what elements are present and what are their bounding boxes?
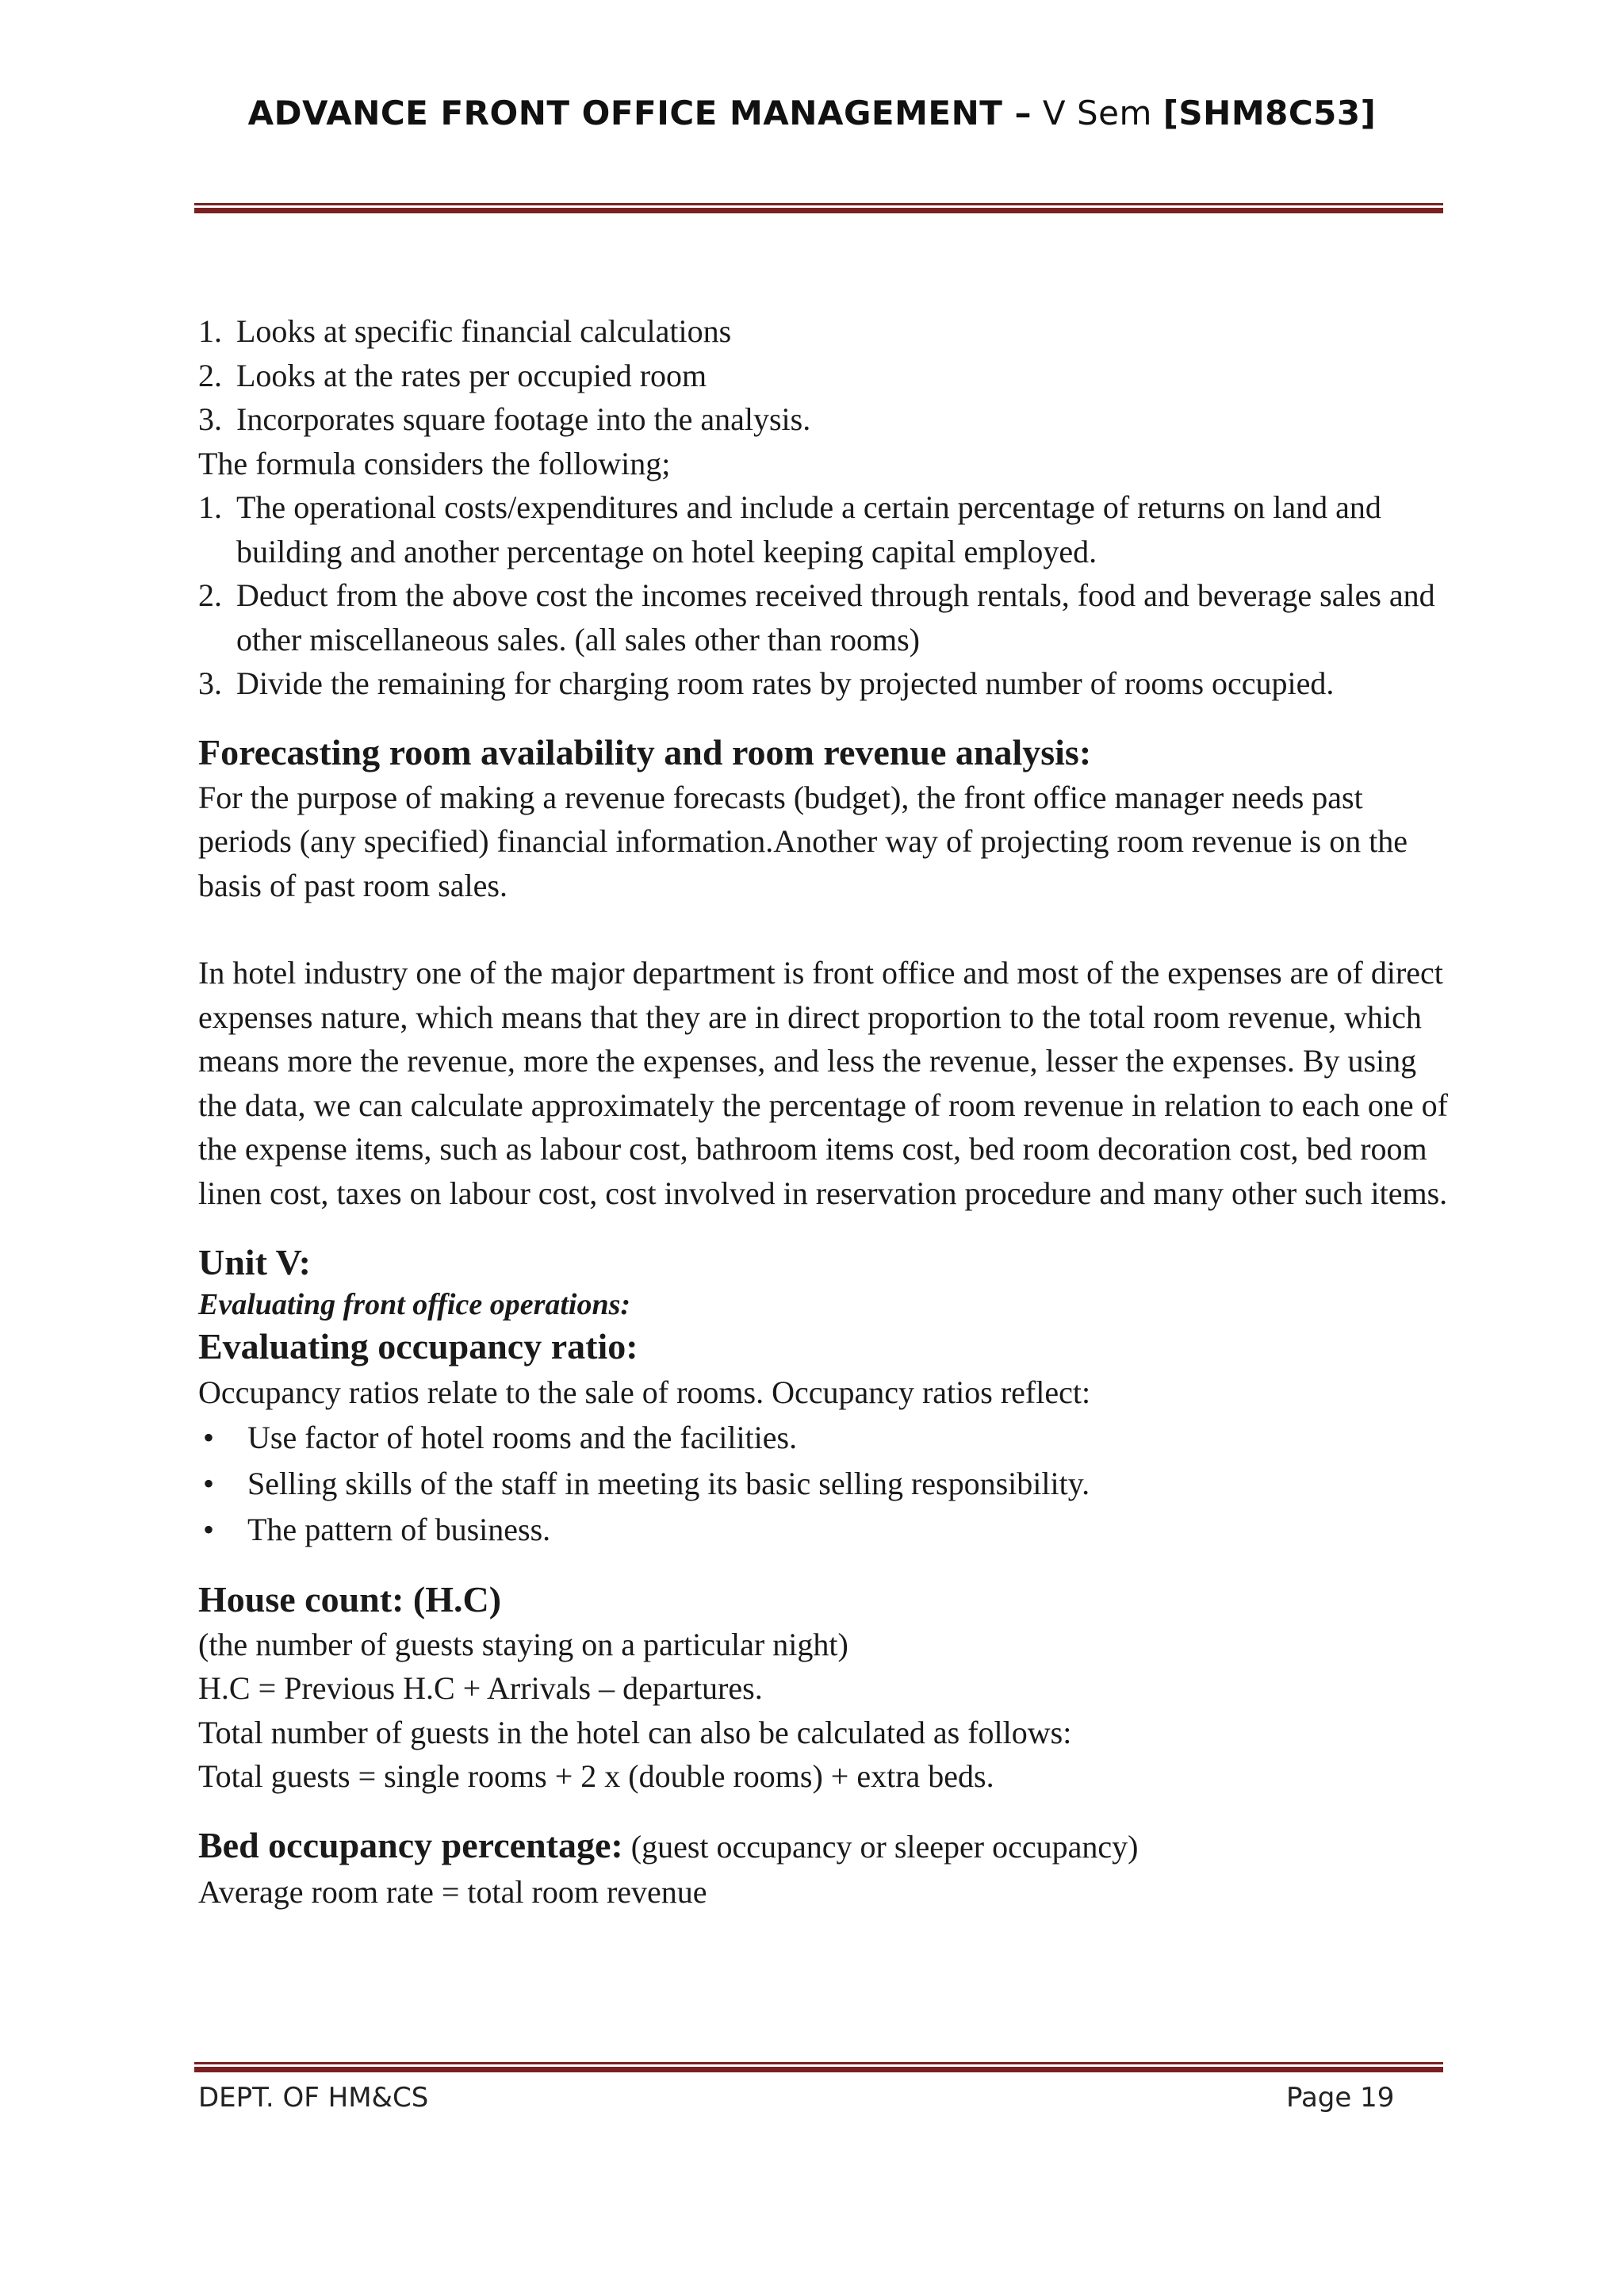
formula-intro: The formula considers the following; [198, 445, 671, 481]
list-item: 2. Deduct from the above cost the incomes received through rentals, food and beverage sales and other miscellaneous sales. (all sales other than rooms) [198, 577, 1435, 657]
unit-heading: Unit V: [198, 1242, 311, 1282]
header-sem: V Sem [1032, 94, 1163, 132]
house-count-line: Total number of guests in the hotel can also be calculated as follows: [198, 1714, 1072, 1750]
list-item: • Use factor of hotel rooms and the facilities. [198, 1415, 1451, 1461]
list-item: 3. Divide the remaining for charging room rates by projected number of rooms occupied. [198, 665, 1335, 701]
house-count-formula: H.C = Previous H.C + Arrivals – departures. [198, 1670, 763, 1706]
list-item: 1. Looks at specific financial calculations [198, 313, 732, 349]
list-item: 2. Looks at the rates per occupied room [198, 357, 707, 393]
page-header [0, 94, 1624, 132]
house-count-heading: House count: (H.C) [198, 1578, 502, 1619]
header-rule [194, 203, 1443, 213]
occupancy-heading: Evaluating occupancy ratio: [198, 1326, 638, 1366]
forecast-heading: Forecasting room availability and room revenue analysis: [198, 731, 1092, 772]
page-content [198, 309, 1451, 1914]
house-count-line: (the number of guests staying on a particular night) [198, 1626, 848, 1662]
total-guests-formula: Total guests = single rooms + 2 x (double rooms) + extra beds. [198, 1758, 994, 1794]
list-item: • Selling skills of the staff in meeting its basic selling responsibility. [198, 1461, 1451, 1507]
list-item: • The pattern of business. [198, 1507, 1451, 1553]
calculation-list [198, 309, 1451, 442]
page-number: Page 19 [1286, 2082, 1395, 2114]
formula-list [198, 485, 1451, 706]
average-room-rate-line: Average room rate = total room revenue [198, 1873, 707, 1910]
footer-rule [194, 2062, 1443, 2072]
list-item: 1. The operational costs/expenditures and include a certain percentage of returns on land and building and another percentage on hotel keeping capital employed. [198, 489, 1381, 569]
bed-occupancy-heading: Bed occupancy percentage: (guest occupancy or sleeper occupancy) [198, 1824, 1139, 1865]
bullet-icon: • [203, 1419, 215, 1455]
footer-department: DEPT. OF HM&CS [198, 2082, 429, 2114]
header-title: ADVANCE FRONT OFFICE MANAGEMENT – [247, 94, 1032, 132]
header-course-code: [SHM8C53] [1162, 94, 1377, 132]
bed-occupancy-note: (guest occupancy or sleeper occupancy) [622, 1828, 1139, 1865]
forecast-paragraph-1: For the purpose of making a revenue forecasts (budget), the front office manager needs past periods (any specified) financial information.Another way of projecting room revenue is on the basis of past room sales. [198, 779, 1408, 903]
list-item: 3. Incorporates square footage into the analysis. [198, 401, 811, 437]
occupancy-intro: Occupancy ratios relate to the sale of rooms. Occupancy ratios reflect: [198, 1374, 1091, 1410]
occupancy-bullets [198, 1415, 1451, 1553]
bullet-icon: • [203, 1511, 215, 1547]
bullet-icon: • [203, 1465, 215, 1501]
forecast-paragraph-2: In hotel industry one of the major department is front office and most of the expenses are of direct expenses nature, which means that they are in direct proportion to the total room revenue, which means more the revenue, more the expenses, and less the revenue, lesser the expenses. By using the data, we can calculate approximately the percentage of room revenue in relation to each one of the expense items, such as labour cost, bathroom items cost, bed room decoration cost, bed room linen cost, taxes on labour cost, cost involved in reservation procedure and many other such items. [198, 955, 1448, 1211]
unit-subheading: Evaluating front office operations: [198, 1288, 631, 1321]
